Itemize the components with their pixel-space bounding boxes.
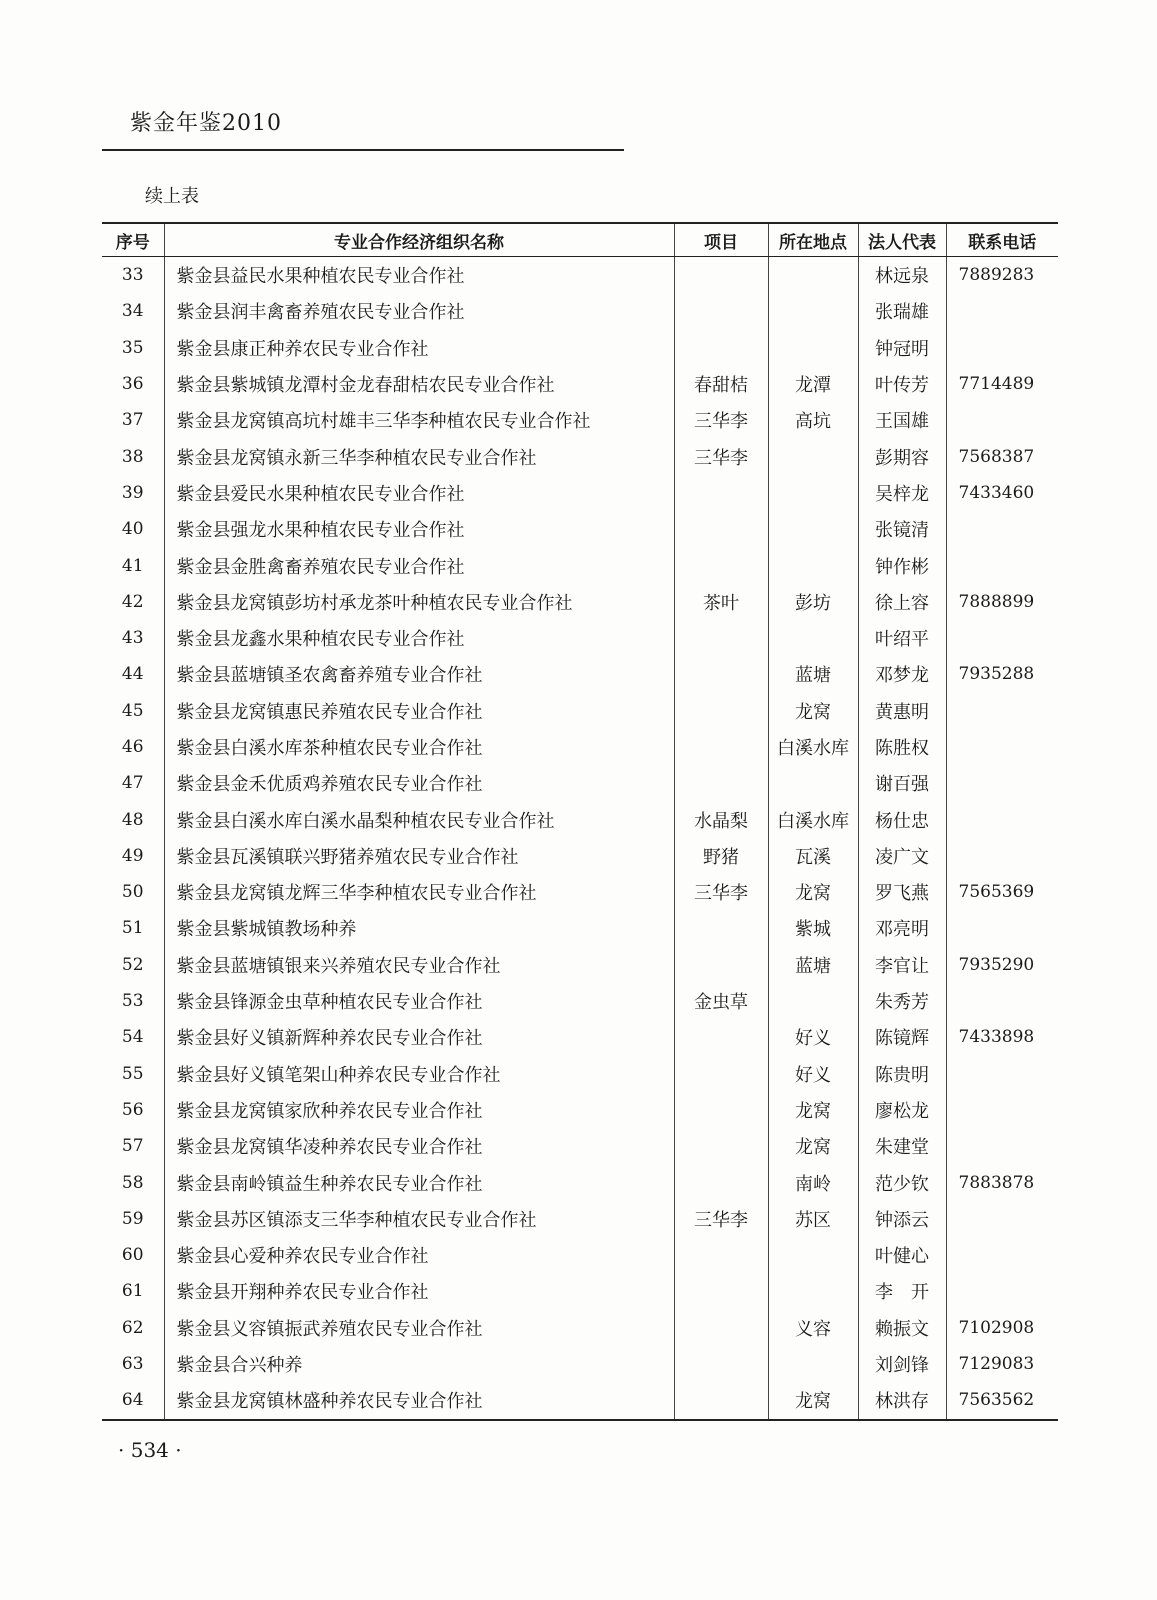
phone-number: 7102908 [946, 1310, 1058, 1346]
project-cell: 三华李 [674, 438, 768, 474]
phone-number: 7563562 [946, 1382, 1058, 1419]
location-cell: 白溪水库 [768, 801, 858, 837]
location-cell: 瓦溪 [768, 838, 858, 874]
row-index: 56 [121, 1099, 144, 1120]
phone-number [946, 1273, 1058, 1309]
row-index: 44 [121, 664, 144, 685]
continued-label: 续上表 [145, 186, 199, 207]
legal-representative: 刘剑锋 [858, 1346, 946, 1382]
table-row [102, 1128, 1058, 1164]
project-cell [674, 257, 768, 294]
location-cell [768, 438, 858, 474]
project-cell [674, 1310, 768, 1346]
project-cell [674, 475, 768, 511]
cooperative-name: 紫金县龙窝镇林盛种养农民专业合作社 [164, 1382, 674, 1419]
legal-representative: 邓亮明 [858, 910, 946, 946]
column-header-project: 项目 [674, 223, 768, 257]
cooperative-name: 紫金县开翔种养农民专业合作社 [164, 1273, 674, 1309]
location-cell [768, 620, 858, 656]
row-index: 64 [102, 1382, 164, 1419]
legal-representative: 廖松龙 [858, 1092, 946, 1128]
row-index: 41 [121, 555, 144, 576]
table-row [102, 983, 1058, 1019]
table-row [102, 330, 1058, 366]
location-cell: 龙窝 [768, 1092, 858, 1128]
legal-representative: 朱秀芳 [858, 983, 946, 1019]
project-cell [674, 1382, 768, 1419]
row-index: 63 [121, 1354, 144, 1375]
location-cell [768, 511, 858, 547]
phone-number: 7888899 [946, 584, 1058, 620]
phone-number [946, 1201, 1058, 1237]
cooperative-name: 紫金县强龙水果种植农民专业合作社 [164, 511, 674, 547]
project-cell [674, 910, 768, 946]
column-header-name: 专业合作经济组织名称 [164, 223, 674, 257]
project-cell [674, 1164, 768, 1200]
location-cell: 好义 [768, 1056, 858, 1092]
project-cell [674, 1056, 768, 1092]
legal-representative: 李 开 [858, 1273, 946, 1309]
legal-representative: 王国雄 [858, 402, 946, 438]
phone-number [946, 693, 1058, 729]
legal-representative: 陈镜辉 [858, 1019, 946, 1055]
location-cell [768, 1346, 858, 1382]
phone-number: 7935288 [946, 656, 1058, 692]
phone-number: 7433460 [946, 475, 1058, 511]
phone-number [946, 402, 1058, 438]
table-row [102, 1092, 1058, 1128]
cooperative-name: 紫金县紫城镇教场种养 [164, 910, 674, 946]
table-row [102, 910, 1058, 946]
project-cell: 春甜桔 [674, 366, 768, 402]
cooperative-name: 紫金县润丰禽畜养殖农民专业合作社 [164, 293, 674, 329]
project-cell [674, 293, 768, 329]
table-row [102, 366, 1058, 402]
phone-number [946, 729, 1058, 765]
project-cell: 水晶梨 [674, 801, 768, 837]
table-row [102, 1310, 1058, 1346]
table-row [102, 765, 1058, 801]
project-cell [674, 620, 768, 656]
phone-number: 7935290 [946, 947, 1058, 983]
column-header-location: 所在地点 [768, 223, 858, 257]
location-cell: 蓝塘 [768, 656, 858, 692]
phone-number: 7568387 [946, 438, 1058, 474]
row-index: 62 [121, 1317, 144, 1338]
phone-number [946, 801, 1058, 837]
row-index: 55 [121, 1063, 144, 1084]
cooperative-table [102, 222, 1058, 1421]
row-index: 46 [121, 737, 144, 757]
project-cell [674, 1273, 768, 1309]
column-header-index: 序号 [102, 223, 164, 257]
legal-representative: 陈贵明 [858, 1056, 946, 1092]
cooperative-name: 紫金县合兴种养 [164, 1346, 674, 1382]
legal-representative: 钟添云 [858, 1201, 946, 1237]
cooperative-name: 紫金县锋源金虫草种植农民专业合作社 [164, 983, 674, 1019]
cooperative-name: 紫金县瓦溪镇联兴野猪养殖农民专业合作社 [164, 838, 674, 874]
row-index: 58 [121, 1172, 144, 1193]
phone-number [946, 511, 1058, 547]
legal-representative: 叶传芳 [858, 366, 946, 402]
legal-representative: 凌广文 [858, 838, 946, 874]
phone-number [946, 838, 1058, 874]
table-row [102, 293, 1058, 329]
table-row [102, 620, 1058, 656]
phone-number [946, 330, 1058, 366]
table-row [102, 257, 1058, 294]
project-cell [674, 765, 768, 801]
legal-representative: 吴梓龙 [858, 475, 946, 511]
project-cell [674, 947, 768, 983]
table-row [102, 1056, 1058, 1092]
row-index: 52 [121, 954, 144, 975]
table-row [102, 402, 1058, 438]
row-index: 50 [121, 882, 144, 903]
legal-representative: 邓梦龙 [858, 656, 946, 692]
project-cell: 茶叶 [674, 584, 768, 620]
row-index: 36 [121, 374, 144, 395]
cooperative-name: 紫金县白溪水库茶种植农民专业合作社 [164, 729, 674, 765]
table-row [102, 801, 1058, 837]
cooperative-name: 紫金县苏区镇添支三华李种植农民专业合作社 [164, 1201, 674, 1237]
cooperative-name: 紫金县义容镇振武养殖农民专业合作社 [164, 1310, 674, 1346]
table-row [102, 1273, 1058, 1309]
phone-number [946, 765, 1058, 801]
row-index: 37 [121, 410, 144, 431]
table-row [102, 1346, 1058, 1382]
location-cell [768, 983, 858, 1019]
phone-number: 7883878 [946, 1164, 1058, 1200]
table-row [102, 1164, 1058, 1200]
table-row [102, 693, 1058, 729]
cooperative-name: 紫金县金胜禽畜养殖农民专业合作社 [164, 547, 674, 583]
legal-representative: 叶绍平 [858, 620, 946, 656]
location-cell: 紫城 [768, 910, 858, 946]
legal-representative: 张瑞雄 [858, 293, 946, 329]
cooperative-name: 紫金县龙窝镇永新三华李种植农民专业合作社 [164, 438, 674, 474]
table-header-row [102, 223, 1058, 257]
legal-representative: 陈胜权 [858, 729, 946, 765]
row-index: 51 [121, 918, 144, 939]
phone-number [946, 620, 1058, 656]
row-index: 53 [121, 991, 144, 1012]
location-cell [768, 1237, 858, 1273]
table-body [102, 257, 1058, 1420]
table-row [102, 729, 1058, 765]
cooperative-name: 紫金县康正种养农民专业合作社 [164, 330, 674, 366]
location-cell [768, 547, 858, 583]
row-index: 35 [121, 337, 144, 358]
legal-representative: 张镜清 [858, 511, 946, 547]
legal-representative: 李官让 [858, 947, 946, 983]
phone-number [946, 547, 1058, 583]
table-row [102, 947, 1058, 983]
location-cell: 龙窝 [768, 1382, 858, 1419]
project-cell: 三华李 [674, 402, 768, 438]
legal-representative: 钟冠明 [858, 330, 946, 366]
phone-number [946, 1237, 1058, 1273]
row-index: 49 [121, 845, 144, 866]
location-cell [768, 475, 858, 511]
legal-representative: 谢百强 [858, 765, 946, 801]
project-cell [674, 656, 768, 692]
row-index: 43 [121, 628, 144, 649]
row-index: 60 [121, 1245, 144, 1266]
project-cell [674, 330, 768, 366]
location-cell: 高坑 [768, 402, 858, 438]
row-index: 45 [121, 700, 144, 721]
legal-representative: 钟作彬 [858, 547, 946, 583]
location-cell: 苏区 [768, 1201, 858, 1237]
legal-representative: 赖振文 [858, 1310, 946, 1346]
location-cell: 龙窝 [768, 693, 858, 729]
table-row [102, 656, 1058, 692]
cooperative-name: 紫金县蓝塘镇银来兴养殖农民专业合作社 [164, 947, 674, 983]
location-cell: 蓝塘 [768, 947, 858, 983]
location-cell: 龙窝 [768, 874, 858, 910]
phone-number: 7714489 [946, 366, 1058, 402]
phone-number [946, 293, 1058, 329]
location-cell [768, 257, 858, 294]
legal-representative: 朱建堂 [858, 1128, 946, 1164]
row-index: 59 [121, 1208, 144, 1229]
cooperative-name: 紫金县龙窝镇彭坊村承龙茶叶种植农民专业合作社 [164, 584, 674, 620]
table-row [102, 511, 1058, 547]
project-cell: 三华李 [674, 1201, 768, 1237]
project-cell: 金虫草 [674, 983, 768, 1019]
location-cell [768, 765, 858, 801]
table-row [102, 584, 1058, 620]
legal-representative: 黄惠明 [858, 693, 946, 729]
location-cell [768, 1273, 858, 1309]
table-row [102, 547, 1058, 583]
table-row [102, 1019, 1058, 1055]
table-row [102, 1201, 1058, 1237]
legal-representative: 罗飞燕 [858, 874, 946, 910]
cooperative-name: 紫金县爱民水果种植农民专业合作社 [164, 475, 674, 511]
legal-representative: 杨仕忠 [858, 801, 946, 837]
row-index: 42 [121, 591, 144, 612]
legal-representative: 彭期容 [858, 438, 946, 474]
legal-representative: 徐上容 [858, 584, 946, 620]
row-index: 33 [121, 265, 144, 286]
phone-number [946, 1092, 1058, 1128]
location-cell: 义容 [768, 1310, 858, 1346]
row-index: 34 [121, 301, 144, 322]
phone-number: 7565369 [946, 874, 1058, 910]
cooperative-name: 紫金县龙鑫水果种植农民专业合作社 [164, 620, 674, 656]
project-cell [674, 1128, 768, 1164]
legal-representative: 范少钦 [858, 1164, 946, 1200]
cooperative-name: 紫金县金禾优质鸡养殖农民专业合作社 [164, 765, 674, 801]
cooperative-name: 紫金县好义镇新辉种养农民专业合作社 [164, 1019, 674, 1055]
project-cell: 野猪 [674, 838, 768, 874]
phone-number [946, 1128, 1058, 1164]
project-cell [674, 693, 768, 729]
cooperative-name: 紫金县蓝塘镇圣农禽畜养殖专业合作社 [164, 656, 674, 692]
row-index: 38 [121, 446, 144, 467]
row-index: 57 [121, 1136, 144, 1157]
row-index: 54 [121, 1027, 144, 1048]
table-row [102, 475, 1058, 511]
location-cell: 南岭 [768, 1164, 858, 1200]
phone-number [946, 983, 1058, 1019]
location-cell: 彭坊 [768, 584, 858, 620]
phone-number: 7433898 [946, 1019, 1058, 1055]
cooperative-name: 紫金县益民水果种植农民专业合作社 [164, 257, 674, 294]
row-index: 39 [121, 482, 144, 503]
project-cell [674, 729, 768, 765]
phone-number [946, 1056, 1058, 1092]
column-header-representative: 法人代表 [858, 223, 946, 257]
project-cell [674, 1092, 768, 1128]
cooperative-name: 紫金县龙窝镇惠民养殖农民专业合作社 [164, 693, 674, 729]
project-cell [674, 511, 768, 547]
cooperative-name: 紫金县南岭镇益生种养农民专业合作社 [164, 1164, 674, 1200]
location-cell: 好义 [768, 1019, 858, 1055]
row-index: 47 [121, 773, 144, 794]
running-head-title: 紫金年鉴2010 [130, 111, 282, 136]
cooperative-name: 紫金县龙窝镇华凌种养农民专业合作社 [164, 1128, 674, 1164]
row-index: 40 [121, 519, 144, 540]
phone-number: 7129083 [946, 1346, 1058, 1382]
column-header-phone: 联系电话 [946, 223, 1058, 257]
cooperative-name: 紫金县紫城镇龙潭村金龙春甜桔农民专业合作社 [164, 366, 674, 402]
row-index: 48 [121, 809, 144, 830]
table-row [102, 438, 1058, 474]
project-cell [674, 1237, 768, 1273]
table-row [102, 1382, 1058, 1419]
phone-number [946, 910, 1058, 946]
project-cell [674, 547, 768, 583]
legal-representative: 叶健心 [858, 1237, 946, 1273]
legal-representative: 林远泉 [858, 257, 946, 294]
row-index: 61 [121, 1281, 144, 1302]
cooperative-name: 紫金县心爱种养农民专业合作社 [164, 1237, 674, 1273]
page-number: · 534 · [118, 1438, 182, 1462]
header-rule [102, 149, 624, 151]
cooperative-name: 紫金县龙窝镇高坑村雄丰三华李种植农民专业合作社 [164, 402, 674, 438]
project-cell: 三华李 [674, 874, 768, 910]
cooperative-name: 紫金县龙窝镇家欣种养农民专业合作社 [164, 1092, 674, 1128]
phone-number: 7889283 [946, 257, 1058, 294]
table-row [102, 838, 1058, 874]
cooperative-name: 紫金县龙窝镇龙辉三华李种植农民专业合作社 [164, 874, 674, 910]
cooperative-name: 紫金县好义镇笔架山种养农民专业合作社 [164, 1056, 674, 1092]
location-cell: 龙潭 [768, 366, 858, 402]
location-cell [768, 330, 858, 366]
legal-representative: 林洪存 [858, 1382, 946, 1419]
table-row [102, 874, 1058, 910]
cooperative-name: 紫金县白溪水库白溪水晶梨种植农民专业合作社 [164, 801, 674, 837]
location-cell: 龙窝 [768, 1128, 858, 1164]
project-cell [674, 1346, 768, 1382]
table-row [102, 1237, 1058, 1273]
location-cell [768, 293, 858, 329]
project-cell [674, 1019, 768, 1055]
location-cell: 白溪水库 [768, 729, 858, 765]
